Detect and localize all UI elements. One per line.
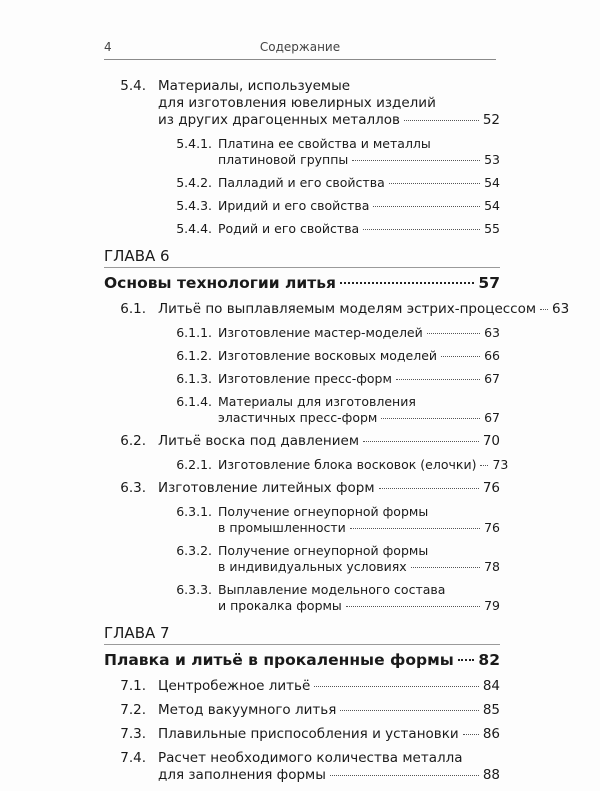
entry-title-line: Изготовление литейных форм xyxy=(158,480,375,496)
toc-subsection-entry[interactable] xyxy=(104,543,500,575)
section-number: 6.3.1. xyxy=(176,504,212,519)
dot-leader xyxy=(379,488,479,489)
section-number: 6.1.3. xyxy=(176,371,212,386)
entry-page-number: 63 xyxy=(552,301,570,317)
entry-page-number: 54 xyxy=(484,175,500,190)
section-number: 6.3. xyxy=(120,480,146,496)
section-number: 6.1.2. xyxy=(176,348,212,363)
chapter-title: Плавка и литьё в прокаленные формы xyxy=(104,651,454,669)
entry-page-number: 70 xyxy=(482,433,500,449)
dot-leader xyxy=(381,418,480,419)
toc-subsection-entry[interactable] xyxy=(104,348,500,364)
dot-leader xyxy=(396,379,480,380)
toc-subsection-entry[interactable] xyxy=(104,221,500,237)
dot-leader xyxy=(352,160,480,161)
dot-leader xyxy=(373,206,480,207)
entry-title-line: Литьё воска под давлением xyxy=(158,433,359,449)
entry-page-number: 55 xyxy=(484,221,500,236)
running-header xyxy=(104,40,496,58)
section-number: 5.4. xyxy=(120,78,146,94)
entry-title-line: в индивидуальных условиях xyxy=(218,559,407,574)
entry-title-line: Изготовление пресс-форм xyxy=(218,371,392,386)
dot-leader xyxy=(480,465,488,466)
toc-section-entry[interactable] xyxy=(104,750,500,784)
entry-page-number: 76 xyxy=(482,480,500,496)
dot-leader xyxy=(346,606,480,607)
entry-title-line: Палладий и его свойства xyxy=(218,175,385,190)
dot-leader xyxy=(340,710,478,711)
entry-title-line: Изготовление мастер-моделей xyxy=(218,325,423,340)
toc-subsection-entry[interactable] xyxy=(104,582,500,614)
entry-page-number: 88 xyxy=(482,767,500,783)
section-number: 6.3.2. xyxy=(176,543,212,558)
page-number: 4 xyxy=(104,40,112,54)
entry-title-line: для изготовления ювелирных изделий xyxy=(158,95,436,111)
entry-page-number: 63 xyxy=(484,325,500,340)
section-number: 6.3.3. xyxy=(176,582,212,597)
entry-title-line: Материалы для изготовления xyxy=(218,394,416,409)
entry-title-line: Получение огнеупорной формы xyxy=(218,543,429,558)
chapter-page-number: 82 xyxy=(478,651,500,669)
entry-title-line: Метод вакуумного литья xyxy=(158,702,337,718)
entry-page-number: 79 xyxy=(484,598,500,613)
entry-page-number: 86 xyxy=(482,726,500,742)
entry-page-number: 67 xyxy=(484,410,500,425)
entry-page-number: 53 xyxy=(484,152,500,167)
dot-leader xyxy=(363,441,479,442)
entry-title-line: Центробежное литьё xyxy=(158,678,311,694)
section-number: 6.2. xyxy=(120,433,146,449)
entry-title-line: для заполнения формы xyxy=(158,767,326,783)
entry-page-number: 73 xyxy=(492,457,509,472)
header-rule xyxy=(104,59,496,60)
toc-subsection-entry[interactable] xyxy=(104,175,500,191)
chapter-separator xyxy=(104,644,500,645)
section-number: 7.4. xyxy=(120,750,146,766)
entry-page-number: 52 xyxy=(482,112,500,128)
chapter-label: ГЛАВА 6 xyxy=(104,247,170,265)
entry-title-line: Родий и его свойства xyxy=(218,221,360,236)
toc-section-entry[interactable] xyxy=(104,301,570,318)
toc-subsection-entry[interactable] xyxy=(104,136,500,168)
toc-subsection-entry[interactable] xyxy=(104,325,500,341)
toc-section-entry[interactable] xyxy=(104,678,500,695)
toc-section-entry[interactable] xyxy=(104,78,500,129)
entry-title-line: Получение огнеупорной формы xyxy=(218,504,429,519)
entry-title-line: Выплавление модельного состава xyxy=(218,582,446,597)
dot-leader xyxy=(350,528,480,529)
entry-title-line: и прокалка формы xyxy=(218,598,342,613)
section-number: 7.2. xyxy=(120,702,146,718)
toc-section-entry[interactable] xyxy=(104,433,500,450)
entry-title-line: Расчет необходимого количества металла xyxy=(158,750,463,766)
dot-leader xyxy=(463,734,479,735)
entry-title-line: Изготовление восковых моделей xyxy=(218,348,438,363)
chapter-title-entry[interactable] xyxy=(104,274,500,293)
dot-leader xyxy=(363,229,480,230)
entry-page-number: 66 xyxy=(484,348,500,363)
entry-page-number: 76 xyxy=(484,520,500,535)
entry-title-line: из других драгоценных металлов xyxy=(158,112,400,128)
chapter-title-entry[interactable] xyxy=(104,651,500,670)
entry-title-line: Плавильные приспособления и установки xyxy=(158,726,459,742)
chapter-label: ГЛАВА 7 xyxy=(104,624,170,642)
section-number: 7.3. xyxy=(120,726,146,742)
toc-subsection-entry[interactable] xyxy=(104,371,500,387)
section-number: 6.2.1. xyxy=(176,457,212,472)
toc-section-entry[interactable] xyxy=(104,702,500,719)
toc-subsection-entry[interactable] xyxy=(104,198,500,214)
section-number: 7.1. xyxy=(120,678,146,694)
dot-leader xyxy=(404,120,479,121)
chapter-separator xyxy=(104,267,500,268)
entry-title-line: Литьё по выплавляемым моделям эстрих-процессом xyxy=(158,301,537,317)
section-number: 6.1.1. xyxy=(176,325,212,340)
dot-leader xyxy=(330,775,479,776)
dot-leader xyxy=(340,282,474,284)
entry-page-number: 54 xyxy=(484,198,500,213)
section-number: 5.4.3. xyxy=(176,198,212,213)
section-number: 6.1.4. xyxy=(176,394,212,409)
dot-leader xyxy=(411,567,480,568)
table-of-contents xyxy=(104,78,570,791)
toc-subsection-entry[interactable] xyxy=(104,394,500,426)
toc-subsection-entry[interactable] xyxy=(104,457,509,473)
entry-title-line: Материалы, используемые xyxy=(158,78,351,94)
entry-page-number: 78 xyxy=(484,559,500,574)
toc-subsection-entry[interactable] xyxy=(104,504,500,536)
entry-title-line: Изготовление блока восковок (елочки) xyxy=(218,457,477,472)
entry-page-number: 67 xyxy=(484,371,500,386)
dot-leader xyxy=(389,183,480,184)
dot-leader xyxy=(458,659,475,661)
entry-title-line: платиновой группы xyxy=(218,152,349,167)
entry-page-number: 85 xyxy=(482,702,500,718)
chapter-title: Основы технологии литья xyxy=(104,274,336,292)
entry-title-line: Платина ее свойства и металлы xyxy=(218,136,431,151)
entry-title-line: Иридий и его свойства xyxy=(218,198,370,213)
dot-leader xyxy=(540,309,548,310)
dot-leader xyxy=(314,686,479,687)
dot-leader xyxy=(441,356,480,357)
toc-section-entry[interactable] xyxy=(104,726,500,743)
entry-title-line: в промышленности xyxy=(218,520,346,535)
toc-section-entry[interactable] xyxy=(104,480,500,497)
section-number: 5.4.4. xyxy=(176,221,212,236)
entry-title-line: эластичных пресс-форм xyxy=(218,410,378,425)
chapter-page-number: 57 xyxy=(478,274,500,292)
dot-leader xyxy=(427,333,480,334)
running-title: Содержание xyxy=(259,40,341,54)
entry-page-number: 84 xyxy=(482,678,500,694)
section-number: 6.1. xyxy=(120,301,146,317)
section-number: 5.4.1. xyxy=(176,136,212,151)
section-number: 5.4.2. xyxy=(176,175,212,190)
